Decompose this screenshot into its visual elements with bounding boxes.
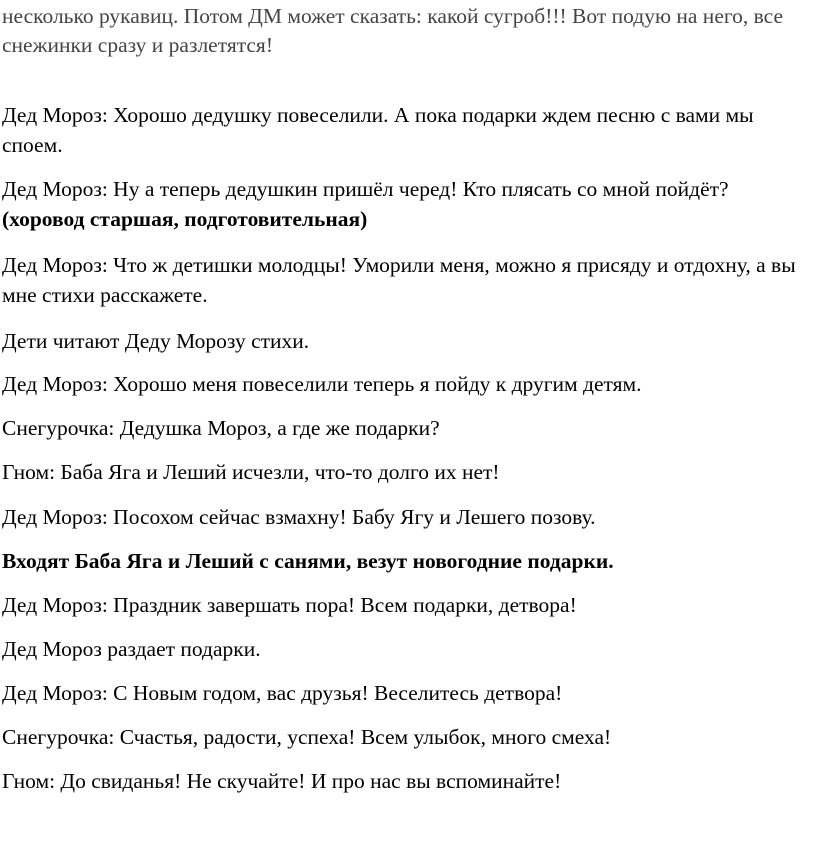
paragraph-2-bold: (хоровод старшая, подготовительная) [2, 207, 368, 231]
paragraph-12: Дед Мороз: С Новым годом, вас друзья! Веселитесь детвора! [2, 681, 563, 705]
paragraph-14: Гном: До свиданья! Не скучайте! И про нас вы вспоминайте! [2, 769, 562, 793]
paragraph-9-stage-direction: Входят Баба Яга и Леший с санями, везут новогодние подарки. [2, 549, 614, 573]
paragraph-8: Дед Мороз: Посохом сейчас взмахну! Бабу Ягу и Лешего позову. [2, 505, 596, 529]
paragraph-2 [2, 174, 812, 234]
paragraph-4: Дети читают Деду Морозу стихи. [2, 329, 310, 353]
paragraph-7: Гном: Баба Яга и Леший исчезли, что-то долго их нет! [2, 460, 500, 484]
paragraph-10: Дед Мороз: Праздник завершать пора! Всем подарки, детвора! [2, 593, 577, 617]
paragraph-6: Снегурочка: Дедушка Мороз, а где же подарки? [2, 416, 440, 440]
paragraph-1: Дед Мороз: Хорошо дедушку повеселили. А пока подарки ждем песню с вами мы споем. [2, 103, 754, 157]
paragraph-3: Дед Мороз: Что ж детишки молодцы! Уморили меня, можно я присяду и отдохну, а вы мне стихи расскажете. [2, 253, 796, 307]
paragraph-11: Дед Мороз раздает подарки. [2, 637, 261, 661]
intro-paragraph: несколько рукавиц. Потом ДМ может сказать: какой сугроб!!! Вот подую на него, все снежинки сразу и разлетятся! [2, 4, 784, 57]
paragraph-2-text: Дед Мороз: Ну а теперь дедушкин пришёл черед! Кто плясать со мной пойдёт? [2, 177, 729, 201]
paragraph-5: Дед Мороз: Хорошо меня повеселили теперь я пойду к другим детям. [2, 372, 642, 396]
paragraph-13: Снегурочка: Счастья, радости, успеха! Всем улыбок, много смеха! [2, 725, 612, 749]
